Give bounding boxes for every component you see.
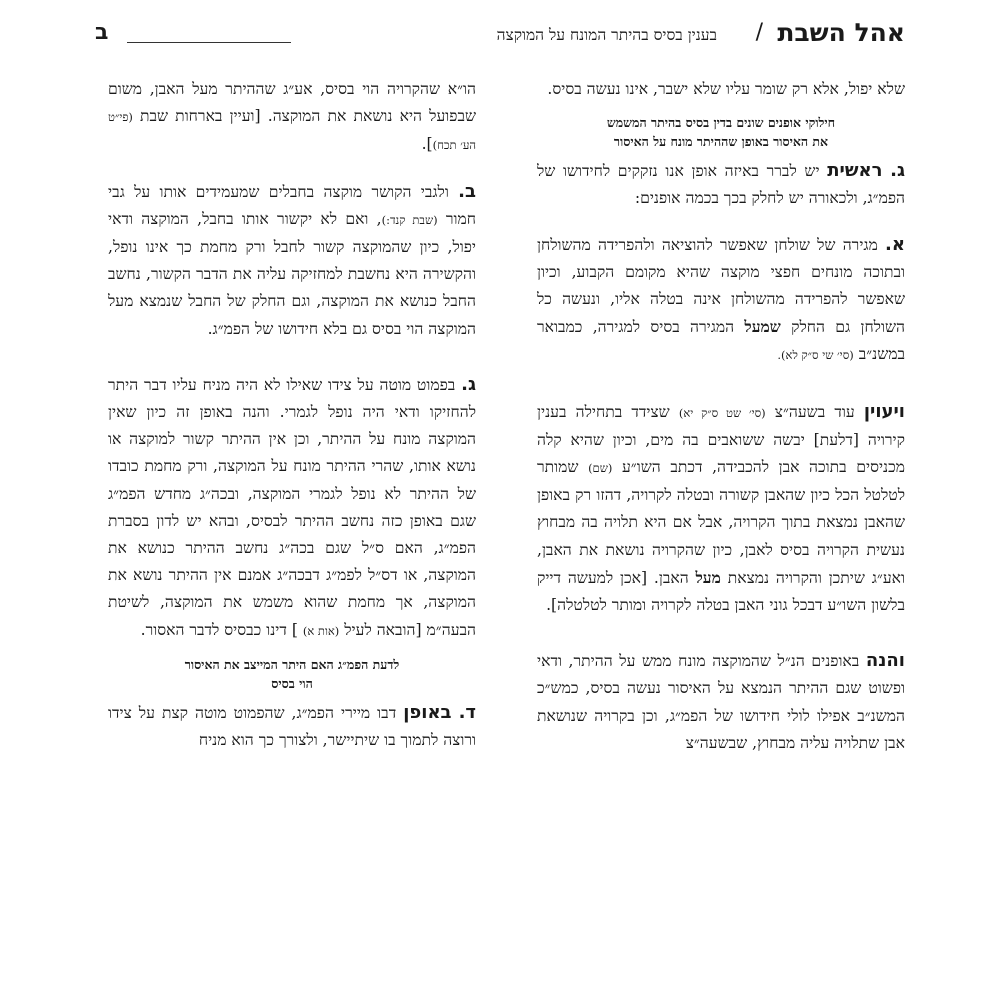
emphasis-word: שמעל	[744, 317, 781, 337]
header-separator: /	[755, 20, 763, 45]
section-heading-line: הוי בסיס	[271, 675, 313, 691]
paragraph-continued: שלא יפול, אלא רק שומר עליו שלא ישבר, אינו נעשה בסיס.	[547, 80, 905, 98]
section-heading	[108, 655, 476, 693]
section-heading-line: חילוקי אופנים שונים בדין בסיס בהיתר המשמש	[606, 115, 836, 131]
paragraph-text: שמותר לטלטל הכל כיון שהאבן קשורה ובטלה לקרויה, דהזו רק באופן שהאבן נמצאת בתוך הקרויה, אבל אם היא תלויה בה מבחוץ נעשית הקרויה בסיס לאבן, כיון שהקרויה נושאת את האבן, ואע״ג שיתכן והקרויה נמצאת	[537, 458, 905, 587]
paragraph-text: בפמוט מוטה על צידו שאילו לא היה מניח עליו דבר היתר להחזיקו ודאי היה נופל לגמרי. והנה באופן זה כיון שאין המוקצה מונח על ההיתר, וכן אין ההיתר קשור למוקצה או נושא אותו, שהרי ההיתר מונח על המוקצה, ורק מחמת כובדו של ההיתר לא נופל לגמרי המוקצה, ובכה״ג מחדש הפמ״ג שגם באופן כזה נחשב ההיתר לבסיס, ובהא יש לדון בסברת הפמ״ג, האם ס״ל שגם בכה״ג נחשב ההיתר כנושא את המוקצה, או דס״ל לפמ״ג דבכה״ג אמנם אין ההיתר נושא את המוקצה, אך מחמת שהוא משמש את המוקצה, לשיטת הבעה״מ [הובאה לעיל	[108, 375, 476, 639]
paragraph-text: המגירה בסיס למגירה, כמבואר במשנ״ב	[537, 318, 905, 364]
paragraph-vayeiun	[537, 398, 905, 620]
paragraph-text: דבו מיירי הפמ״ג, שהפמוט מוטה קצת על צידו ורוצה לתמוך בו שיתיישר, ולצורך כך הוא מניח	[108, 703, 476, 750]
paragraph-label: ב.	[458, 180, 476, 202]
section-heading-line: את האיסור באופן שההיתר מונח על האיסור	[613, 134, 829, 150]
source-reference: (פי״ט הע׳ תכח)	[108, 110, 476, 153]
paragraph-text: ולגבי הקושר מוקצה בחבלים שמעמידים אותו על גבי חמור	[108, 182, 476, 228]
paragraph-text: שצידד בתחילה בענין קירויה [דלעת] יבשה ששואבים בה מים, וכיון שהיא קלה מכניסים בתוכה אבן להכבידה, דכתב השו״ע	[537, 402, 905, 477]
source-reference: (שבת קנד:)	[381, 212, 438, 227]
paragraph-text: ] דינו כבסיס לדבר האסור.	[140, 620, 298, 639]
right-column	[537, 76, 905, 996]
paragraph-continued	[108, 76, 476, 160]
paragraph-bet	[108, 178, 476, 343]
book-title: אהל השבת	[777, 18, 905, 47]
paragraph-label: ד.	[458, 701, 476, 723]
paragraph-dalet	[108, 699, 476, 754]
paragraph-vehine	[537, 647, 905, 757]
emphasis-word: מעל	[695, 567, 721, 587]
paragraph-lead-word: ויעוין	[863, 400, 905, 422]
paragraph-text: ].	[421, 135, 433, 154]
section-heading	[537, 113, 905, 151]
page-number: ב	[95, 20, 109, 45]
paragraph-text: הו״א שהקרויה הוי בסיס, אע״ג שההיתר מעל האבן, משום שבפועל היא נושאת את המוקצה. [ועיין בארחות שבת	[108, 80, 476, 126]
left-column	[108, 76, 476, 996]
paragraph-gimel	[108, 371, 476, 645]
paragraph-lead-word: באופן	[403, 701, 452, 723]
paragraph-text: באופנים הנ״ל שהמוקצה מונח ממש על ההיתר, ודאי ופשוט שגם ההיתר הנמצא על האיסור נעשה בסיס, כמש״כ המשנ״ב אפילו לולי חידושו של הפמ״ג, וכן בקרויה שנושאת אבן שתלויה עליה מבחוץ, שבשעה״צ	[537, 652, 905, 752]
source-reference: (סי׳ שי ס״ק לא).	[777, 348, 854, 363]
paragraph-alef	[537, 231, 905, 370]
paragraph-label: ג.	[461, 373, 476, 395]
source-reference: (שם)	[588, 461, 613, 476]
section-heading-line: לדעת הפמ״ג האם היתר המייצב את האיסור	[184, 656, 400, 672]
source-reference: (סי׳ שט ס״ק יא)	[678, 405, 766, 420]
header-rule	[127, 42, 291, 43]
paragraph-text: האבן. [אכן למעשה דייק בלשון השו״ע דבכל גוני האבן בטלה לקרויה ומותר לטלטלה].	[537, 568, 905, 615]
source-reference: (אות א)	[302, 623, 340, 638]
paragraph-gimel	[537, 157, 905, 212]
paragraph-lead-word: והנה	[865, 650, 905, 672]
paragraph-label: ג.	[890, 160, 905, 182]
paragraph-text: , ואם לא יקשור אותו בחבל, המוקצה ודאי יפול, כיון שהמוקצה קשור לחבל ורק מחמת כך אינו נופל, והקשירה היא נחשבת למחזיקה עליה את הדבר הקשור, נחשב החבל כנושא את המוקצה, וגם החלק של החבל שנמצא מעל המוקצה הוי בסיס גם בלא חידושו של הפמ״ג.	[108, 209, 476, 338]
paragraph-text: יש לברר באיזה אופן אנו נזקקים לחידושו של הפמ״ג, ולכאורה יש לחלק בכך בכמה אופנים:	[537, 162, 905, 208]
paragraph-text: עוד בשעה״צ	[774, 402, 855, 421]
chapter-subject: בענין בסיס בהיתר המונח על המוקצה	[496, 26, 717, 44]
paragraph-label: א.	[885, 233, 905, 255]
paragraph-lead-word: ראשית	[827, 160, 883, 182]
paragraph-text: מגירה של שולחן שאפשר להוציאה ולהפרידה מהשולחן ובתוכה מונחים חפצי מוקצה שהיא מקומם הקבוע, וכיון שאפשר להפרידה מהשולחן אינה בטלה אליו, ונעשה כל השולחן גם החלק	[537, 235, 905, 337]
running-header	[95, 18, 905, 58]
